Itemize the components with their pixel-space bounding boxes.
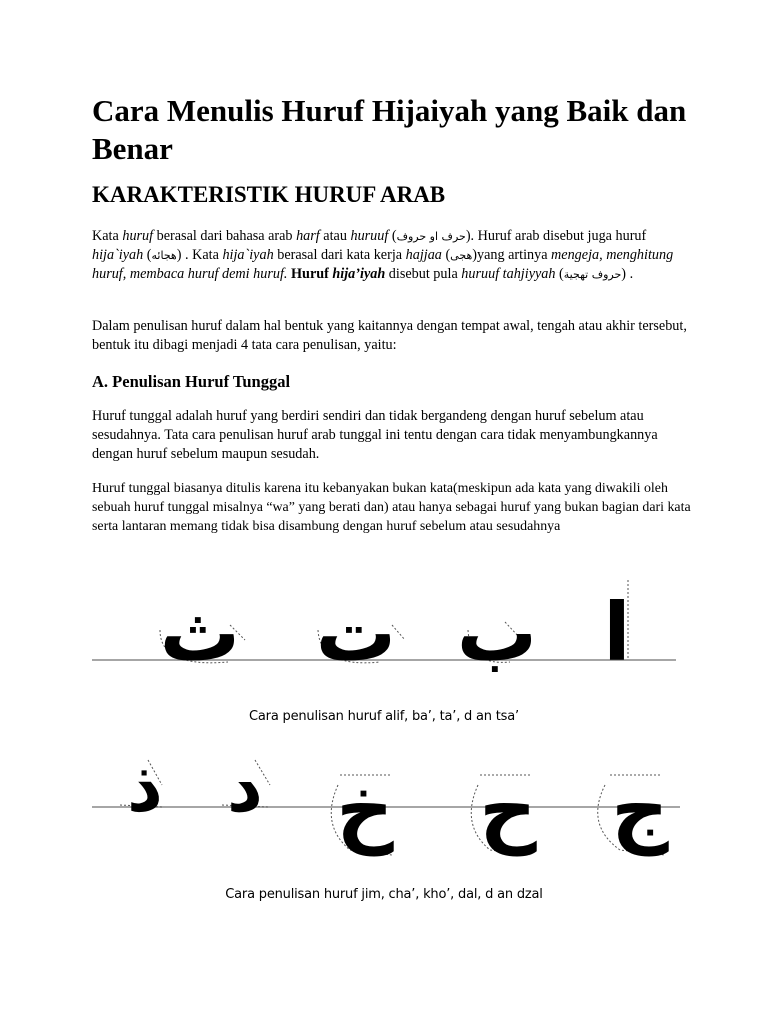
text-italic: harf bbox=[296, 228, 320, 244]
glyph-dzal: ذ bbox=[127, 746, 163, 828]
text: )yang artinya bbox=[472, 247, 552, 263]
text-italic: hija`iyah bbox=[92, 247, 144, 263]
glyph-tsa: ث bbox=[159, 586, 241, 679]
text: berasal dari bahasa arab bbox=[153, 228, 297, 244]
glyph-jim: ج bbox=[611, 763, 669, 856]
text: atau bbox=[319, 228, 351, 244]
text: ( bbox=[441, 247, 451, 263]
text: ) . bbox=[621, 266, 634, 282]
text: ). Huruf arab disebut juga huruf bbox=[465, 228, 647, 244]
paragraph-huruf-tunggal-2: Huruf tunggal biasanya ditulis karena itu kebanyakan bukan kata(meskipun ada kata yang diwakili oleh sebuah huruf tunggal misalnya “wa” yang berati dan) atau hanya sebagai huruf yang bukan bagian dari kata serta lantaran memang tidak bisa disambung dengan huruf sebelum atau sesudahnya bbox=[92, 481, 691, 534]
figure-caption-2: Cara penulisan huruf jim, cha’, kho’, dal, d an dzal bbox=[225, 887, 543, 902]
text-bold-italic: hija’iyah bbox=[332, 266, 386, 282]
glyph-ta: ت bbox=[315, 586, 397, 679]
text-italic: hija`iyah bbox=[222, 247, 274, 263]
paragraph-huruf-tunggal-1: Huruf tunggal adalah huruf yang berdiri sendiri dan tidak bergandeng dengan huruf sebelum atau sesudahnya. Tata cara penulisan huruf arab tunggal ini tentu dengan cara tidak menyambungkannya dengan huruf sebelum maupun sesudah. bbox=[92, 408, 658, 462]
arabic-text: هجى bbox=[450, 249, 473, 262]
text: berasal dari kata kerja bbox=[273, 247, 406, 263]
glyph-cha: ح bbox=[479, 763, 537, 856]
text: disebut pula bbox=[385, 266, 462, 282]
figure-caption-1: Cara penulisan huruf alif, ba’, ta’, d an tsa’ bbox=[249, 709, 519, 724]
subheading-huruf-tunggal: A. Penulisan Huruf Tunggal bbox=[92, 372, 291, 391]
arabic-text: حرف او حروف bbox=[396, 230, 466, 243]
section-heading: KARAKTERISTIK HURUF ARAB bbox=[92, 182, 446, 207]
paragraph-karakteristik bbox=[92, 227, 692, 284]
text-italic: hajjaa bbox=[405, 247, 442, 263]
figure-alif-ba-ta-tsa bbox=[0, 570, 768, 680]
text: ( bbox=[555, 266, 564, 282]
text: Kata bbox=[92, 228, 123, 244]
glyph-kho: خ bbox=[336, 763, 394, 856]
text-italic: huruuf bbox=[350, 228, 389, 244]
text: ) . Kata bbox=[176, 247, 223, 263]
glyph-alif: ا bbox=[603, 586, 631, 679]
glyph-ba: ب bbox=[456, 586, 538, 679]
text-italic: huruuf tahjiyyah bbox=[461, 266, 556, 282]
arabic-text: حروف تهجية bbox=[563, 268, 622, 281]
page-title: Cara Menulis Huruf Hijaiyah yang Baik dan Benar bbox=[92, 93, 687, 166]
text: ( bbox=[143, 247, 152, 263]
figure-jim-cha-kho-dal-dzal bbox=[0, 745, 768, 870]
text: ( bbox=[388, 228, 397, 244]
glyph-dal: د bbox=[227, 746, 263, 828]
paragraph-tata-cara: Dalam penulisan huruf dalam hal bentuk yang kaitannya dengan tempat awal, tengah atau akhir tersebut, bentuk itu dibagi menjadi 4 tata cara penulisan, yaitu: bbox=[92, 318, 687, 353]
text-italic: mengeja, menghitung huruf, membaca huruf demi huruf. bbox=[92, 247, 674, 282]
text-bold: Huruf bbox=[287, 266, 333, 282]
arabic-text: هجائه bbox=[151, 249, 177, 262]
text-italic: huruf bbox=[122, 228, 154, 244]
